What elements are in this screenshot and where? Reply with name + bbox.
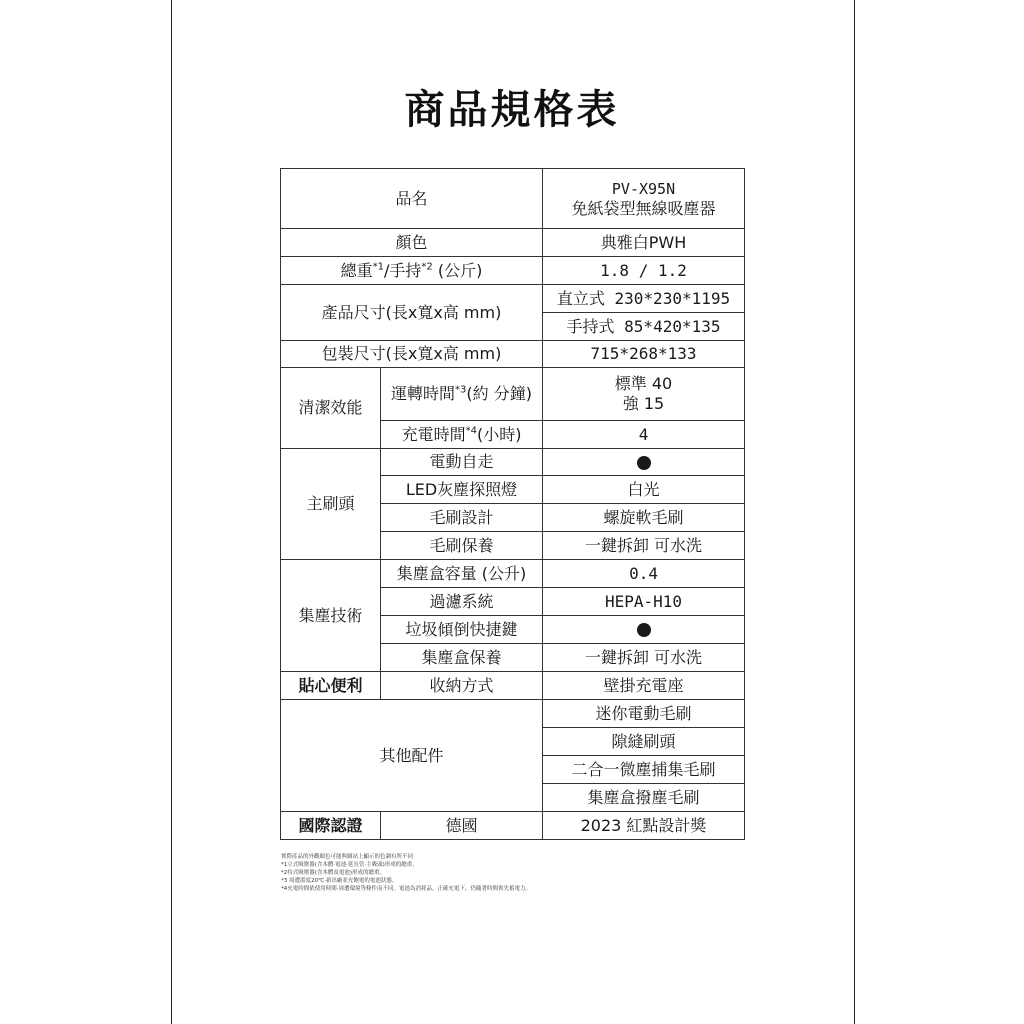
accessories-label: 其他配件 [281,700,543,812]
name-value [543,169,745,229]
table-row [281,169,745,229]
main-brush-group-label: 主刷頭 [281,449,381,560]
table-row [281,229,745,257]
charge-label-unit: (小時) [476,424,522,444]
filter-system-value: HEPA-H10 [543,588,745,616]
footnotes [281,853,741,893]
name-label: 品名 [281,169,543,229]
size-label: 產品尺寸(長x寬x高 mm) [281,285,543,341]
weight-label [281,257,543,285]
bin-care-value: 一鍵拆卸 可水洗 [543,644,745,672]
charge-footnote: *4 [465,425,477,437]
dump-button-label: 垃圾傾倒快捷鍵 [381,616,543,644]
runtime-value [543,368,745,421]
table-row [281,672,745,700]
footnote: *4充電時間依使用時間‧周遭環境等條件而不同。電池為消耗品，正確充電下，仍隨著時間喪失蓄電力。 [281,886,532,892]
brush-care-value: 一鍵拆卸 可水洗 [543,532,745,560]
table-row [281,449,745,476]
bin-capacity-label: 集塵盒容量 (公升) [381,560,543,588]
self-propelled-label: 電動自走 [381,449,543,476]
spec-table [280,168,745,840]
runtime-strong: 強 15 [622,394,665,413]
certification-label: 國際認證 [281,812,381,840]
size-handheld-value: 手持式 85*420*135 [543,313,745,341]
page-title: 商品規格表 [404,87,620,133]
brush-design-label: 毛刷設計 [381,504,543,532]
runtime-label-main: 運轉時間 [391,384,456,403]
runtime-standard: 標準 40 [614,374,673,393]
product-description: 免紙袋型無線吸塵器 [571,198,716,218]
brush-care-label: 毛刷保養 [381,532,543,560]
color-value: 典雅白PWH [543,229,745,257]
color-label: 顏色 [281,229,543,257]
certification-country: 德國 [381,812,543,840]
package-size-label: 包裝尺寸(長x寬x高 mm) [281,341,543,368]
bin-care-label: 集塵盒保養 [381,644,543,672]
accessory-item: 二合一微塵捕集毛刷 [543,756,745,784]
self-propelled-value [543,449,745,476]
footnote: 實際產品的外觀顏色可能與網站上顯示的色調有所不同 [281,854,414,860]
filled-circle-icon [637,456,651,470]
charge-time-label [381,421,543,449]
footnote: *1立式吸塵器(含本體‧電池‧延長管‧主吸頭)形成的總重。 [281,862,418,868]
weight-footnote-2: *2 [421,261,433,273]
model-number: PV-X95N [611,179,676,198]
dust-tech-group-label: 集塵技術 [281,560,381,672]
table-row [281,368,745,421]
filter-system-label: 過濾系統 [381,588,543,616]
storage-value: 壁掛充電座 [543,672,745,700]
table-row [281,700,745,728]
package-size-value: 715*268*133 [543,341,745,368]
weight-value: 1.8 / 1.2 [543,257,745,285]
weight-label-unit: (公斤) [432,260,483,280]
dump-button-value [543,616,745,644]
accessory-item: 集塵盒撥塵毛刷 [543,784,745,812]
led-light-label: LED灰塵探照燈 [381,476,543,504]
footnote: *3 周遭溫度20℃‧新出廠並充飽電的電池狀態。 [281,878,398,884]
table-row [281,560,745,588]
weight-label-total: 總重 [340,260,373,280]
certification-award: 2023 紅點設計獎 [543,812,745,840]
table-row [281,257,745,285]
footnote: *2持式吸塵器(含本體及電池)形成的總重。 [281,870,386,876]
runtime-label-unit: (約 分鐘) [466,384,532,403]
table-row [281,341,745,368]
brush-design-value: 螺旋軟毛刷 [543,504,745,532]
runtime-footnote: *3 [455,384,467,396]
charge-label-main: 充電時間 [401,424,466,444]
bin-capacity-value: 0.4 [543,560,745,588]
charge-time-value: 4 [543,421,745,449]
accessory-item: 迷你電動毛刷 [543,700,745,728]
weight-label-handheld: /手持 [384,260,422,280]
weight-footnote-1: *1 [372,261,385,273]
runtime-label [381,368,543,421]
table-row [281,812,745,840]
storage-label: 收納方式 [381,672,543,700]
accessory-item: 隙縫刷頭 [543,728,745,756]
table-row [281,285,745,313]
led-light-value: 白光 [543,476,745,504]
cleaning-group-label: 清潔效能 [281,368,381,449]
convenience-group-label: 貼心便利 [281,672,381,700]
filled-circle-icon [637,623,651,637]
size-upright-value: 直立式 230*230*1195 [543,285,745,313]
